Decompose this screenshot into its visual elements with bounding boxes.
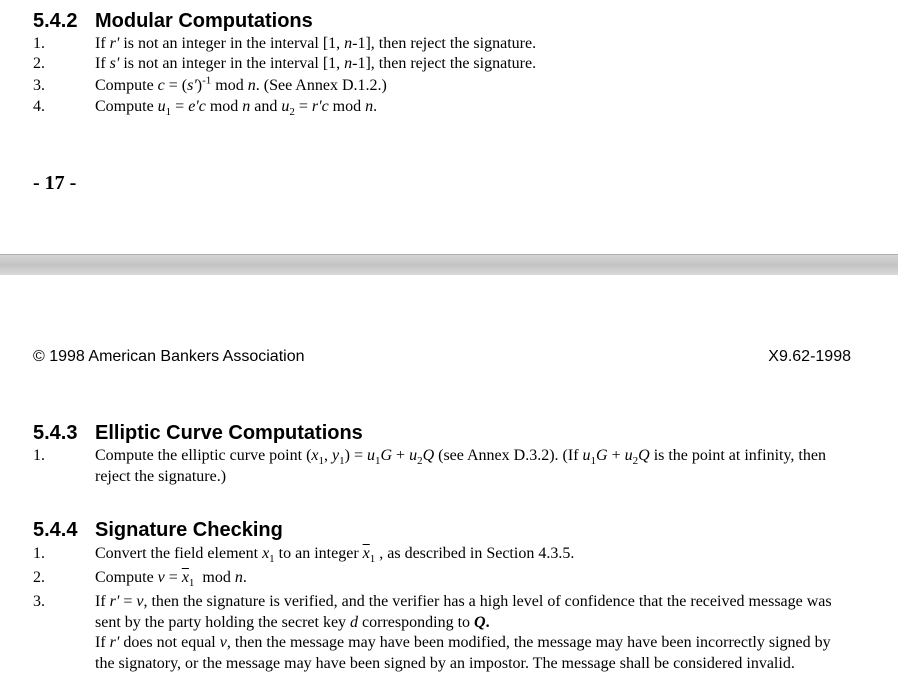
list-item-number: 1.	[33, 447, 45, 464]
section-number: 5.4.3	[33, 422, 78, 444]
list-item-number: 2.	[33, 55, 45, 72]
list-item-number: 4.	[33, 98, 45, 115]
section-title: Signature Checking	[95, 519, 283, 541]
list-item-text: If s' is not an integer in the interval [1, n-1], then reject the signature.	[95, 55, 537, 72]
section-heading-5-4-4	[33, 518, 283, 542]
list-item-number: 1.	[33, 35, 45, 52]
section-number: 5.4.4	[33, 519, 78, 541]
list-item-text: If r' is not an integer in the interval [1, n-1], then reject the signature.	[95, 35, 537, 52]
list-item-text: Compute the elliptic curve point ($x_1$, $y_1) = u_1G + u_2Q$ (see Annex D.3.2). (If $u_1G + u_2Q$ is the point at infinity, then reject the signature.)	[95, 447, 826, 485]
section-heading-5-4-3	[33, 421, 363, 445]
copyright-notice: © 1998 American Bankers Association	[33, 348, 305, 365]
document-id: X9.62-1998	[768, 348, 851, 365]
list-item-text: Convert the field element $x_1$ to an integer $\overline{x}_1$ , as described in Section 4.3.5.	[95, 545, 575, 566]
list-item-number: 3.	[33, 77, 45, 94]
list-item-text: Compute $c = (s')^{-1}$ mod n. (See Annex D.1.2.)	[95, 74, 387, 94]
list-item-number: 2.	[33, 569, 45, 586]
page-number: - 17 -	[33, 172, 77, 194]
list-item-number: 3.	[33, 593, 45, 610]
section-title: Modular Computations	[95, 10, 313, 32]
section-number: 5.4.2	[33, 10, 78, 32]
list-item-text: If r' = v, then the signature is verified, and the verifier has a high level of confidence that the received message was sent by the party holding the secret key d corresponding to Q. If r' does not equal v, then the message may have been modified, the message may have been incorrectly signed by the signatory, or the message may have been signed by an impostor. The message shall be considered invalid.	[95, 593, 832, 672]
list-item-text: Compute $v = \overline{x}_1$ mod n.	[95, 569, 247, 590]
list-item-text: Compute $u_1 = e'c$ mod n and $u_2 = r'c$ mod n.	[95, 98, 378, 119]
page-separator	[0, 254, 898, 275]
section-heading-5-4-2	[33, 9, 313, 33]
list-item-number: 1.	[33, 545, 45, 562]
section-title: Elliptic Curve Computations	[95, 422, 363, 444]
